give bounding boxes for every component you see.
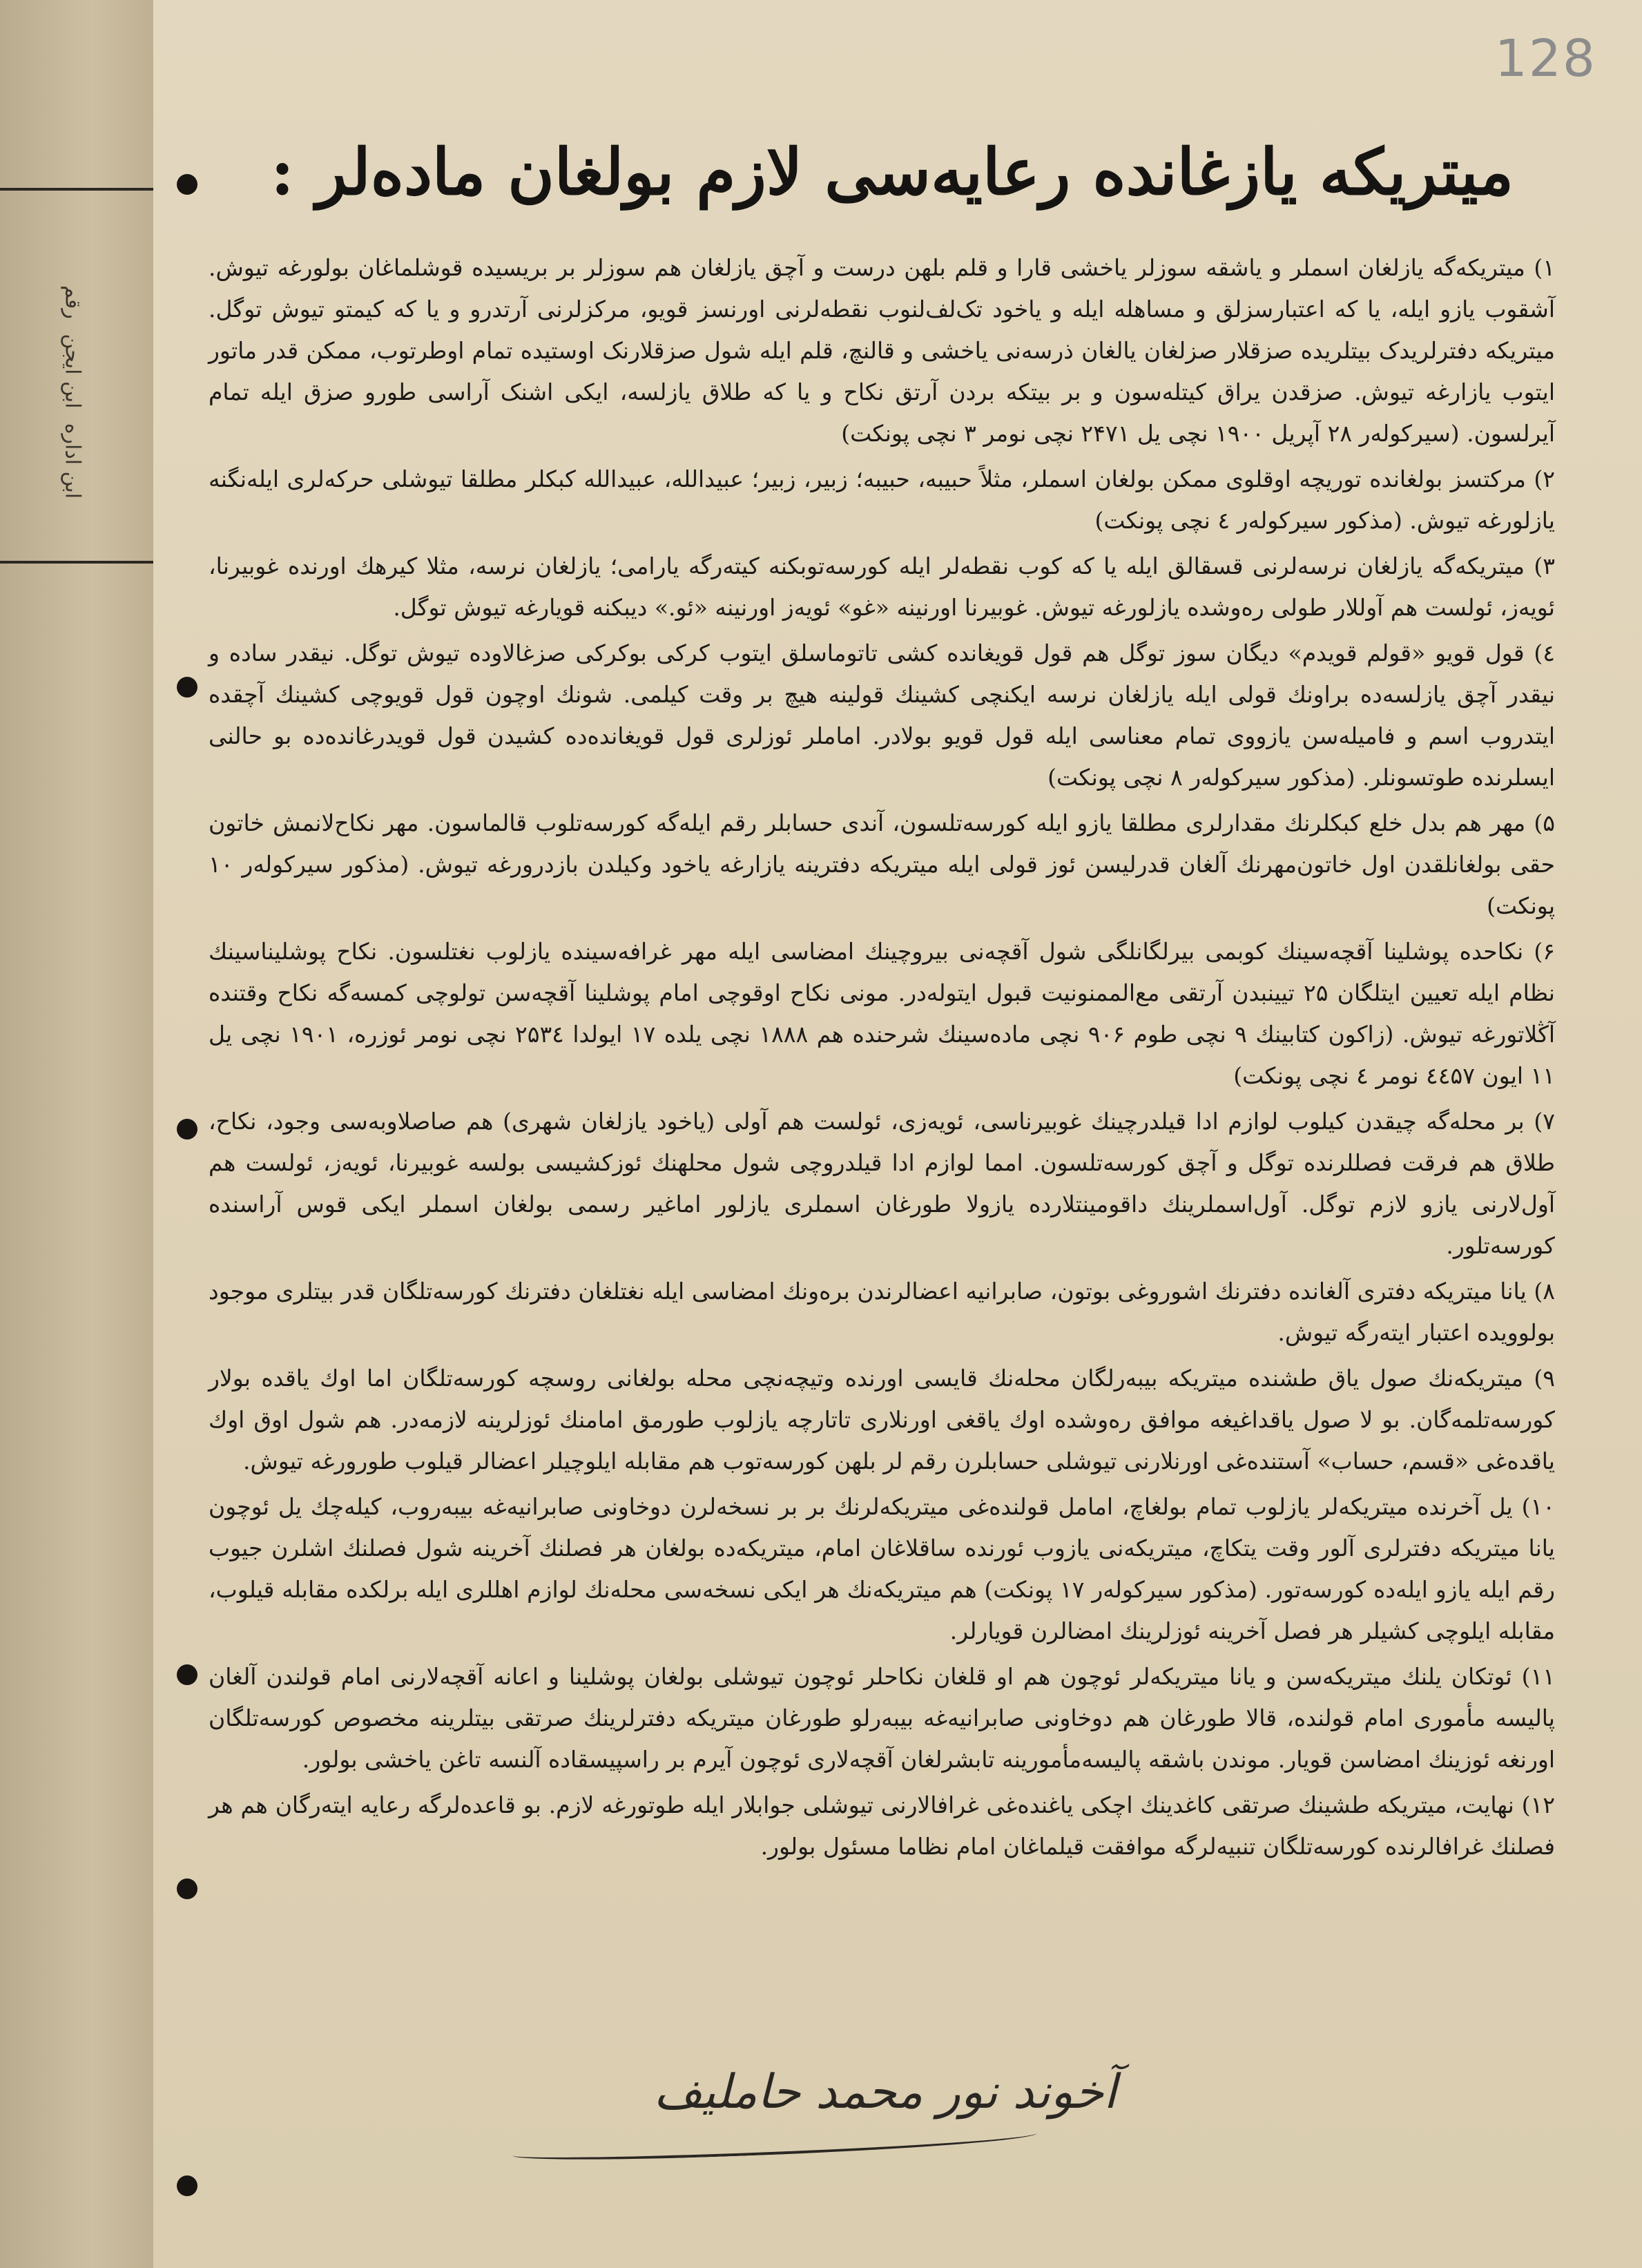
binding-hole [177,1878,197,1899]
margin-rule [0,188,153,191]
binding-hole [177,1664,197,1685]
paragraph-7: ۷) بر محله‌گه چیقدن کیلوب لوازم ادا قیلدرچینك غوبیرناسی، ئویه‌زی، ئولست هم آولی (یاخود یازلغان شهری) هم صاصلاوبه‌سی وجود، نکاح، طلاق هم فرقت فصللرنده توگل و آچق کورسه‌تلسون. امما لوازم ادا قیلدروچی شول محلهنك ئوزکشیسی بولسه غوبیرنا، ئویه‌ز، ئولست هم آول‌لارنی یازو لازم توگل. آول‌اسملرینك داقومینتلارده یازولا طورغان اسملری یازلور اماغیر رسمی بولغان اسملر ایکی قوس آراسنده کورسه‌تلور. [209,1108,1555,1259]
paragraph-9: ۹) میتریکه‌نك صول یاق طشنده میتریکه بیبه‌رلگان محله‌نك قایسی اورنده وتیچه‌نچی محله بولغانی روسچه کورسه‌تلگان اما اوك یاقده بولار کورسه‌تلمه‌گان. بو لا صول یاقداغیغه موافق ره‌وشده اوك یاقغی اورنلاری تاتارچه یازلوب طورمق امامنك ئوزلرینه لازمه‌در. هم شول اوق اوك یاقده‌غی «قسم، حساب» آستنده‌غی اورنلارنی تیوشلی حسابلرن رقم لر بلهن کورسه‌توب هم مقابله ایلوچیلر اعضالر قیلوب طورورغه تیوش. [209,1365,1555,1474]
margin-note: رقم [60,285,85,319]
document-page [153,0,1642,2268]
paragraph-8: ۸) یانا میتریکه دفتری آلغانده دفترنك اشوروغی بوتون، صابرانیه اعضالرندن بره‌ونك امضاسی ایله نغتلغان دفترنك کورسه‌تلگان قدر بیتلری موجود بولوویده اعتبار ایته‌رگه تیوش. [209,1278,1555,1346]
signature-swash [512,2125,1038,2164]
paragraph-11: ۱۱) ئوتکان یلنك میتریکه‌سن و یانا میتریکه‌لر ئوچون هم او قلغان نکاحلر ئوچون تیوشلی بولغان پوشلینا و اعانه آقچه‌لارنی امام قولندن آلغان پالیسه مأموری امام قولنده، قالا طورغان هم دوخاونی صابرانیه‌غه بیبه‌رلو طورغان میتریکه دفترلرینك صرتقی بیتلرینه مخصوص کورسه‌تلگان اورنغه ئوزینك امضاسن قویار. موندن باشقه پالیسه‌مأمورینه تابشرلغان آقچه‌لاری ئوچون آیرم بر راسپیسقاده آلنسه تاغن یاخشی بولور. [209,1663,1555,1773]
paragraph-10: ۱۰) یل آخرنده میتریکه‌لر یازلوب تمام بولغاچ، امامل قولنده‌غی میتریکه‌لرنك بر بر نسخه‌لرن دوخاونی صابرانیه‌غه بیبه‌روب، کیله‌چك یل ئوچون یانا میتریکه دفترلری آلور وقت یتکاچ، میتریکه‌نی یازوب ئورنده ساقلاغان امام، میتریکه‌ده بولغان هر فصلنك آخرینه شول فصلنك اشلرن جیوب رقم ایله یازو ایله‌ده کورسه‌تور. (مذکور سیرکوله‌ر ۱۷ پونکت) هم میتریکه‌نك هر ایکی نسخه‌سی محله‌نك لوازم اهللری ایله برلکده مقابله قیلوب، مقابله ایلوچی کشیلر هر فصل آخرینه ئوزلرینك امضالرن قویارلر. [209,1493,1555,1644]
margin-note: ابن ایجن [60,334,85,409]
margin-note: ابن اداره [60,423,85,499]
page-number: 128 [1494,29,1596,88]
paragraph-4: ٤) قول قویو «قولم قویدم» دیگان سوز توگل هم قول قویغانده کشی تاتوماسلق ایتوب کرکی بوکرکی صزغالاوده تیوش توگل. نیقدر ساده و نیقدر آچق یازلسه‌ده براونك قولی ایله یازلغان نرسه ایکنچی کشینك قولینه هیچ بر وقت کیلمی. شونك اوچون قول قویوچی کشینك آچقده ایتدروب اسم و فامیله‌سن یازووی تمام معناسی ایله قول قویو بولادر. اماملر ئوزلری قول قویغانده‌ده کشیدن قول قویدرغانده‌ده بو حالنی ایسلرنده طوتسونلر. (مذکور سیرکوله‌ر ۸ نچی پونکت) [209,640,1556,791]
binding-hole [177,174,197,195]
paragraph-2: ۲) مرکتسز بولغانده توریچه اوقلوی ممکن بولغان اسملر، مثلاً حبیبه، حبیبه؛ زبیر، زبیر؛ عبیدالله، عبیدالله کبکلر مطلقا تیوشلی حرکه‌لری ایله‌نگنه یازلورغه تیوش. (مذکور سیرکوله‌ر ٤ نچی پونکت) [209,465,1555,534]
document-body [209,247,1555,1872]
paragraph-6: ۶) نکاحده پوشلینا آقچه‌سینك کوبمی بیرلگانلگی شول آقچه‌نی بیروچینك امضاسی ایله مهر غرافه‌سینده یازلوب نغتلسون. نکاح پوشلیناسینك نظام ایله تعیین ایتلگان ۲۵ تیینبدن آرتقی مع‌الممنونیت قبول ایتوله‌در. مونی نکاح اوقوچی امام پوشلینا آقچه‌سن تولوچی کمسه‌گه نکاح وقتنده آڭلاتورغه تیوش. (زاکون کتابینك ۹ نچی طوم ۹۰۶ نچی ماده‌سینك شرحنده هم ۱۸۸۸ نچی یلده ۱۷ ایولدا ۲۵۳٤ نچی نومر ئوزره، ۱۹۰۱ نچی یل ۱۱ ایون ٤٤۵۷ نومر ٤ نچی پونکت) [209,938,1555,1089]
margin-rule [0,561,153,564]
paragraph-1: ۱) میتریکه‌گه یازلغان اسملر و یاشقه سوزلر یاخشی قارا و قلم بلهن درست و آچق یازلغان هم سوزلر بر بریسیده قوشلماغان بولورغه تیوش. آشقوب یازو ایله، یا که اعتبارسزلق و مساهله ایله و یاخود تک‌لف‌لنوب نقطه‌لرنی اورنسز قویو، مرکزلرنی آرتدرو و یا که کیمتو تیوش توگل. میتریکه دفترلریدک بیتلریده صزقلار صزلغان یالغان ذرسه‌نی یاخشی و قالنچ، قلم ایله شول صزقلارنک اوستیده تمام اوطرتوب، ممکن قدر ماتور ایتوب یازارغه تیوش. صزقدن یراق کیتله‌سون و بر بیتکه بردن آرتق نکاح و یا که طلاق یازلسه، ایکی اشنک آراسی طورو صزق ایله تمام آیرلسون. (سیرکوله‌ر ۲۸ آپریل ۱۹۰۰ نچی یل ۲۴۷۱ نچی نومر ۳ نچی پونکت) [209,254,1555,447]
signature: آخوند نور محمد حاملیف [653,2065,1117,2120]
page-title: میتریکه یازغانده رعایه‌سی لازم بولغان ماده‌لر : [270,135,1514,209]
binding-hole [177,677,197,698]
paragraph-3: ۳) میتریکه‌گه یازلغان نرسه‌لرنی قسقالق ایله یا که کوب نقطه‌لر ایله کورسه‌توبکنه کیته‌رگه یارامی؛ یازلغان نرسه، مثلا کیرهك اورنده غوبیرنا، ئویه‌ز، ئولست هم آوللار طولی ره‌وشده یازلورغه تیوش. غوبیرنا اورنینه «غو» ئویه‌ز اورنینه «ئو.» دیبکنه قویارغه تیوش توگل. [209,552,1555,621]
paragraph-5: ۵) مهر هم بدل خلع کبکلرنك مقدارلری مطلقا یازو ایله کورسه‌تلسون، آندی حسابلر رقم ایله‌گه کورسه‌تلوب قالماسون. مهر نکاح‌لانمش خاتون حقی بولغانلقدن اول خاتون‌مهرنك آلغان قدرلیسن ئوز قولی ایله میتریکه دفترینه یازارغه یاخود وکیلدن بازدرورغه تیوش. (مذکور سیرکوله‌ر ۱۰ پونکت) [209,809,1556,919]
binding-hole [177,2175,197,2196]
binding-hole [177,1119,197,1140]
adjacent-page-edge [0,0,155,2268]
paragraph-12: ۱۲) نهایت، میتریکه طشینك صرتقی کاغدینك اچکی یاغنده‌غی غرافالارنی تیوشلی جوابلار ایله طوتورغه لازم. بو قاعده‌لرگه رعایه ایته‌رگان هم هر فصلنك غرافالرنده کورسه‌تلگان تنبیه‌لرگه موافقت قیلماغان امام نظاما مسئول بولور. [209,1791,1555,1860]
